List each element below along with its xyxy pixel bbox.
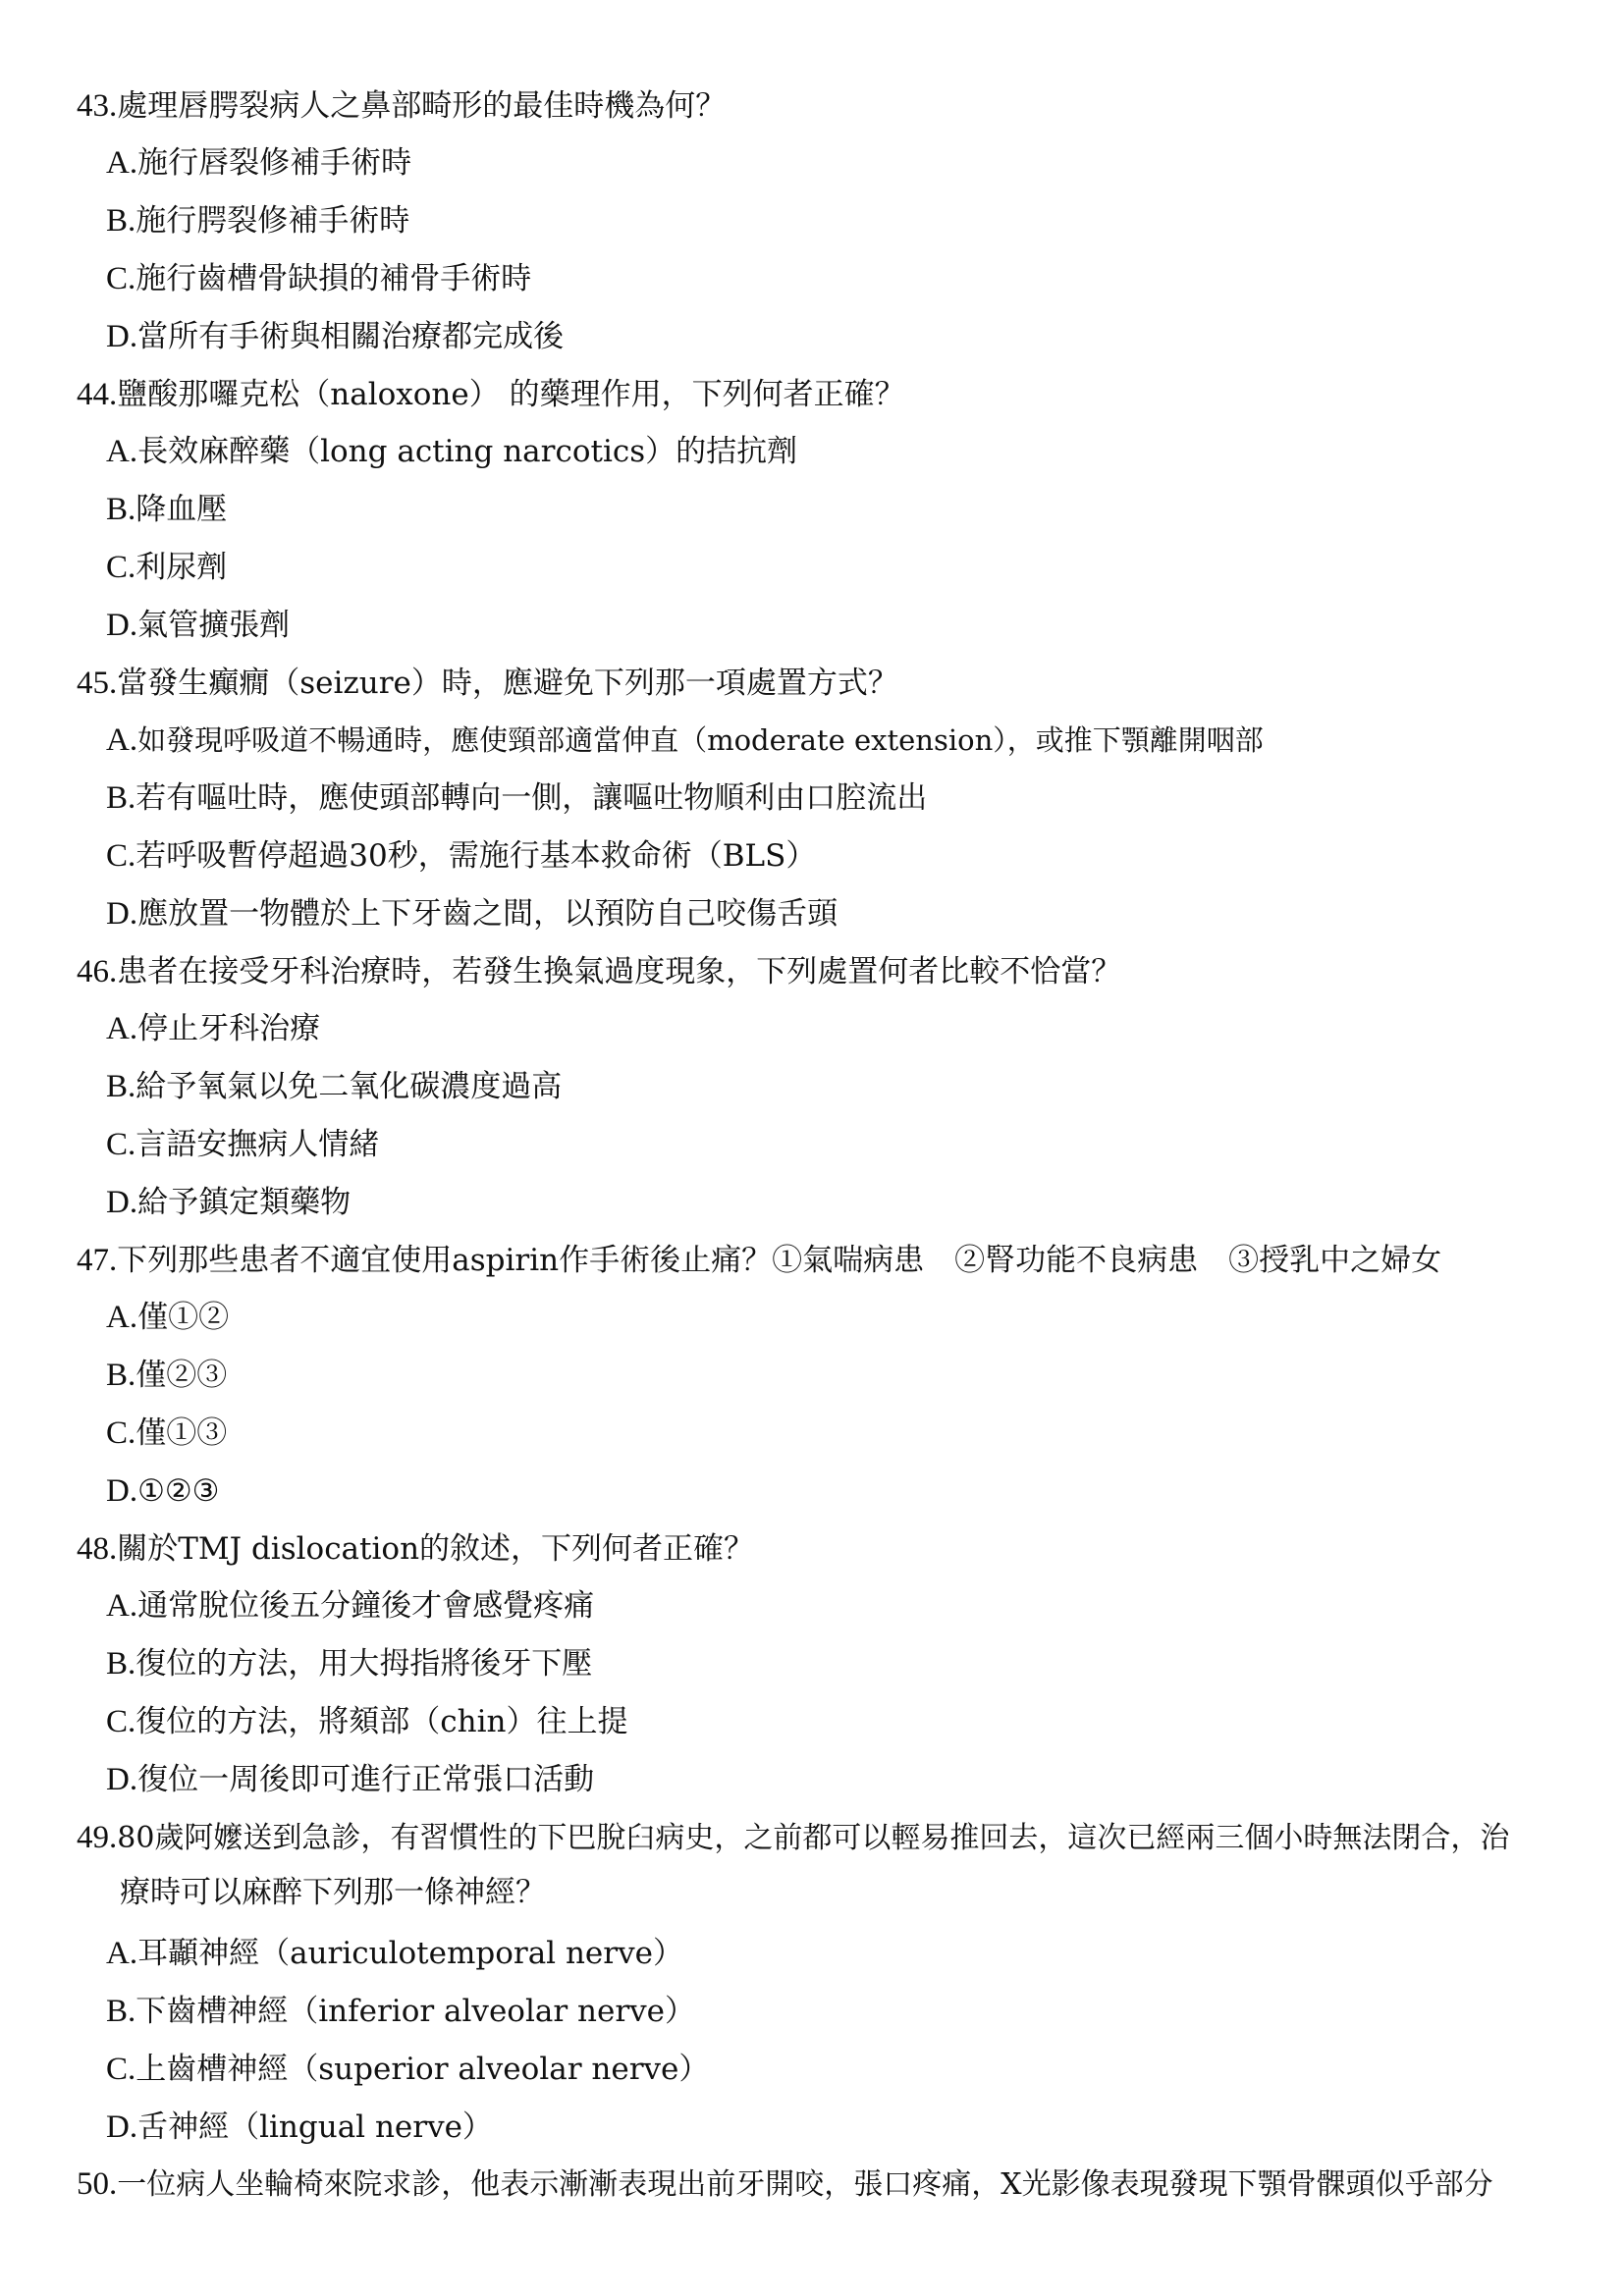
option-d: D.應放置一物體於上下牙齒之間，以預防自己咬傷舌頭	[106, 896, 839, 932]
question-text: 下列那些患者不適宜使用aspirin作手術後止痛？①氣喘病患 ②腎功能不良病患 ③授乳中之婦女	[117, 1243, 1442, 1278]
question-number: 46.	[77, 954, 118, 989]
option-d: D.氣管擴張劑	[106, 608, 291, 643]
question-number: 48.	[77, 1531, 118, 1567]
question-stem	[77, 1241, 1441, 1280]
option-a: A.長效麻醉藥（long acting narcotics）的拮抗劑	[106, 434, 798, 469]
question-number: 43.	[77, 88, 118, 124]
option-c: C.上齒槽神經（superior alveolar nerve）	[106, 2052, 710, 2087]
option-d: D.①②③	[106, 1473, 220, 1509]
option-c: C.利尿劑	[106, 550, 228, 585]
question-number: 49.	[77, 1820, 118, 1855]
question-stem	[77, 952, 1121, 991]
question-number: 47.	[77, 1243, 118, 1278]
question-text: 當發生癲癇（seizure）時，應避免下列那一項處置方式？	[117, 666, 898, 701]
question-stem	[77, 86, 726, 126]
option-c: C.若呼吸暫停超過30秒，需施行基本救命術（BLS）	[106, 838, 817, 874]
option-a: A.僅①②	[106, 1300, 230, 1335]
option-b: B.給予氧氣以免二氧化碳濃度過高	[106, 1069, 563, 1104]
question-stem	[77, 2164, 1493, 2204]
option-d: D.舌神經（lingual nerve）	[106, 2109, 493, 2145]
option-a: A.停止牙科治療	[106, 1011, 321, 1046]
option-c: C.僅①③	[106, 1415, 228, 1451]
option-c: C.復位的方法，將頦部（chin）往上提	[106, 1704, 628, 1739]
option-b: B.施行腭裂修補手術時	[106, 203, 410, 239]
question-stem	[77, 664, 898, 703]
option-a: A.如發現呼吸道不暢通時，應使頸部適當伸直（moderate extension），或推下顎離開咽部	[106, 722, 1264, 758]
option-b: B.復位的方法，用大拇指將後牙下壓	[106, 1646, 593, 1682]
option-b: B.若有嘔吐時，應使頭部轉向一側，讓嘔吐物順利由口腔流出	[106, 780, 928, 816]
option-d: D.當所有手術與相關治療都完成後	[106, 319, 565, 354]
question-stem	[77, 1529, 754, 1569]
question-number: 44.	[77, 377, 118, 412]
option-a: A.通常脫位後五分鐘後才會感覺疼痛	[106, 1588, 595, 1624]
question-number: 50.	[77, 2166, 118, 2202]
question-stem	[77, 1818, 1509, 1857]
option-b: B.僅②③	[106, 1358, 228, 1393]
option-c: C.施行齒槽骨缺損的補骨手術時	[106, 261, 532, 296]
option-b: B.下齒槽神經（inferior alveolar nerve）	[106, 1994, 696, 2029]
question-text: 處理唇腭裂病人之鼻部畸形的最佳時機為何？	[117, 88, 727, 124]
question-stem	[77, 375, 905, 414]
question-number: 45.	[77, 666, 118, 701]
question-text: 關於TMJ dislocation的敘述，下列何者正確？	[117, 1531, 755, 1567]
option-d: D.給予鎮定類藥物	[106, 1185, 352, 1220]
option-a: A.耳顳神經（auriculotemporal nerve）	[106, 1936, 683, 1971]
question-text-continued: 療時可以麻醉下列那一條神經？	[120, 1875, 546, 1910]
option-d: D.復位一周後即可進行正常張口活動	[106, 1762, 595, 1797]
question-text: 80歲阿嬤送到急診，有習慣性的下巴脫臼病史，之前都可以輕易推回去，這次已經兩三個小時無法閉合，治	[117, 1821, 1510, 1855]
question-text: 一位病人坐輪椅來院求診，他表示漸漸表現出前牙開咬，張口疼痛，X光影像表現發現下顎骨髁頭似乎部分	[117, 2167, 1493, 2202]
question-text: 鹽酸那囉克松（naloxone） 的藥理作用，下列何者正確？	[117, 377, 905, 412]
question-text: 患者在接受牙科治療時，若發生換氣過度現象，下列處置何者比較不恰當？	[117, 954, 1122, 989]
option-c: C.言語安撫病人情緒	[106, 1127, 380, 1162]
option-a: A.施行唇裂修補手術時	[106, 145, 412, 181]
option-b: B.降血壓	[106, 492, 228, 527]
